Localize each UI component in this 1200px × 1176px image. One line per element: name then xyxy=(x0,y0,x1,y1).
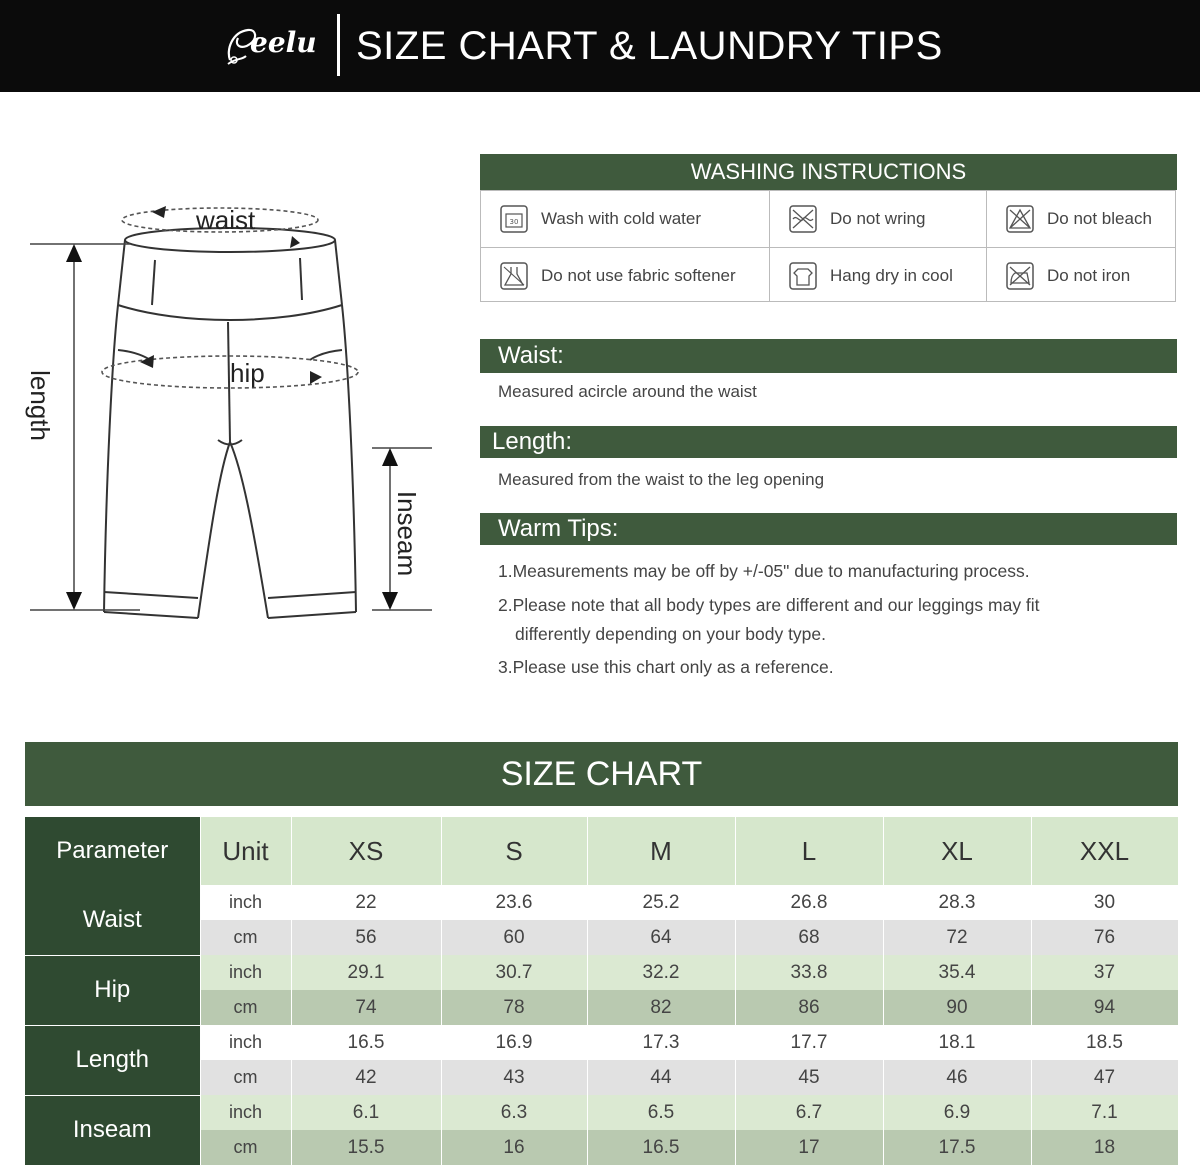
table-cell: 56 xyxy=(291,920,441,955)
table-cell: 18 xyxy=(1031,1130,1178,1165)
length-section-header: Length: xyxy=(480,426,1177,458)
table-cell: 72 xyxy=(883,920,1031,955)
table-cell: 17.7 xyxy=(735,1025,883,1060)
table-cell: 94 xyxy=(1031,990,1178,1025)
wash-item xyxy=(481,191,769,247)
column-header: Parameter xyxy=(25,817,200,885)
brand-name: eelu xyxy=(250,26,317,59)
column-header: XL xyxy=(883,817,1031,885)
table-cell: 16.5 xyxy=(291,1025,441,1060)
table-cell: 18.5 xyxy=(1031,1025,1178,1060)
wash-item-label: Do not bleach xyxy=(1047,209,1152,228)
table-cell: 86 xyxy=(735,990,883,1025)
svg-text:30: 30 xyxy=(509,218,519,226)
table-cell: 29.1 xyxy=(291,955,441,990)
header-bar xyxy=(0,0,1200,92)
no-wring-icon xyxy=(788,204,818,234)
parameter-cell: Inseam xyxy=(25,1095,200,1165)
table-header-row xyxy=(25,817,1178,885)
parameter-cell: Waist xyxy=(25,885,200,955)
table-cell: 16.9 xyxy=(441,1025,587,1060)
table-cell: 44 xyxy=(587,1060,735,1095)
wash-item-label: Do not use fabric softener xyxy=(541,266,736,285)
waist-section-text: Measured acircle around the waist xyxy=(498,382,757,401)
wash-item-label: Wash with cold water xyxy=(541,209,701,228)
column-header: XXL xyxy=(1031,817,1178,885)
hip-label: hip xyxy=(230,358,265,388)
column-header: XS xyxy=(291,817,441,885)
column-header: Unit xyxy=(200,817,291,885)
table-cell: 6.9 xyxy=(883,1095,1031,1130)
table-cell: 6.3 xyxy=(441,1095,587,1130)
unit-cell: inch xyxy=(200,885,291,920)
table-cell: 23.6 xyxy=(441,885,587,920)
size-chart-table xyxy=(25,817,1179,1166)
table-cell: 42 xyxy=(291,1060,441,1095)
unit-cell: cm xyxy=(200,1130,291,1165)
table-row xyxy=(25,1025,1178,1060)
wash-item-label: Do not wring xyxy=(830,209,926,228)
hang-dry-icon xyxy=(788,261,818,291)
table-cell: 46 xyxy=(883,1060,1031,1095)
no-softener-icon xyxy=(499,261,529,291)
unit-cell: inch xyxy=(200,1095,291,1130)
washing-instructions-header: WASHING INSTRUCTIONS xyxy=(480,154,1177,190)
wash-item xyxy=(481,248,769,304)
unit-cell: cm xyxy=(200,990,291,1025)
tip-item: 3.Please use this chart only as a reference. xyxy=(498,657,834,677)
title-divider xyxy=(337,14,340,76)
waist-section-header: Waist: xyxy=(480,339,1177,373)
page-title: SIZE CHART & LAUNDRY TIPS xyxy=(356,24,943,68)
table-cell: 6.7 xyxy=(735,1095,883,1130)
length-section-text: Measured from the waist to the leg opening xyxy=(498,470,825,489)
table-cell: 17 xyxy=(735,1130,883,1165)
table-cell: 28.3 xyxy=(883,885,1031,920)
no-iron-icon xyxy=(1005,261,1035,291)
wash-item xyxy=(987,248,1175,304)
waist-label: waist xyxy=(196,205,256,235)
column-header: L xyxy=(735,817,883,885)
table-row xyxy=(25,885,1178,920)
table-cell: 7.1 xyxy=(1031,1095,1178,1130)
no-bleach-icon xyxy=(1005,204,1035,234)
unit-cell: inch xyxy=(200,1025,291,1060)
table-cell: 37 xyxy=(1031,955,1178,990)
tip-item: 1.Measurements may be off by +/-05" due to manufacturing process. xyxy=(498,561,1030,581)
wash-item-label: Do not iron xyxy=(1047,266,1131,285)
length-label: length xyxy=(24,370,55,441)
table-cell: 60 xyxy=(441,920,587,955)
table-cell: 17.5 xyxy=(883,1130,1031,1165)
table-cell: 74 xyxy=(291,990,441,1025)
table-cell: 6.5 xyxy=(587,1095,735,1130)
table-row xyxy=(25,1095,1178,1130)
column-header: S xyxy=(441,817,587,885)
table-cell: 47 xyxy=(1031,1060,1178,1095)
table-cell: 26.8 xyxy=(735,885,883,920)
parameter-cell: Hip xyxy=(25,955,200,1025)
table-cell: 18.1 xyxy=(883,1025,1031,1060)
table-cell: 35.4 xyxy=(883,955,1031,990)
table-cell: 78 xyxy=(441,990,587,1025)
table-cell: 30.7 xyxy=(441,955,587,990)
shorts-diagram xyxy=(0,180,470,640)
unit-cell: inch xyxy=(200,955,291,990)
table-cell: 6.1 xyxy=(291,1095,441,1130)
wash-cold-icon xyxy=(499,204,529,234)
table-cell: 68 xyxy=(735,920,883,955)
table-cell: 22 xyxy=(291,885,441,920)
size-chart-header: SIZE CHART xyxy=(25,742,1178,806)
inseam-label: Inseam xyxy=(392,490,423,577)
warm-tips-header: Warm Tips: xyxy=(480,513,1177,545)
table-cell: 16 xyxy=(441,1130,587,1165)
table-cell: 32.2 xyxy=(587,955,735,990)
table-cell: 82 xyxy=(587,990,735,1025)
parameter-cell: Length xyxy=(25,1025,200,1095)
table-cell: 30 xyxy=(1031,885,1178,920)
tip-item: differently depending on your body type. xyxy=(515,624,827,644)
wash-item xyxy=(987,191,1175,247)
table-cell: 25.2 xyxy=(587,885,735,920)
table-cell: 90 xyxy=(883,990,1031,1025)
table-cell: 43 xyxy=(441,1060,587,1095)
table-cell: 17.3 xyxy=(587,1025,735,1060)
table-cell: 76 xyxy=(1031,920,1178,955)
table-cell: 15.5 xyxy=(291,1130,441,1165)
table-cell: 16.5 xyxy=(587,1130,735,1165)
tip-item: 2.Please note that all body types are different and our leggings may fit xyxy=(498,595,1040,615)
table-cell: 64 xyxy=(587,920,735,955)
wash-item xyxy=(770,248,986,304)
washing-instructions-grid xyxy=(480,190,1176,302)
wash-item-label: Hang dry in cool xyxy=(830,266,953,285)
table-cell: 45 xyxy=(735,1060,883,1095)
unit-cell: cm xyxy=(200,1060,291,1095)
column-header: M xyxy=(587,817,735,885)
unit-cell: cm xyxy=(200,920,291,955)
table-row xyxy=(25,955,1178,990)
wash-item xyxy=(770,191,986,247)
table-cell: 33.8 xyxy=(735,955,883,990)
